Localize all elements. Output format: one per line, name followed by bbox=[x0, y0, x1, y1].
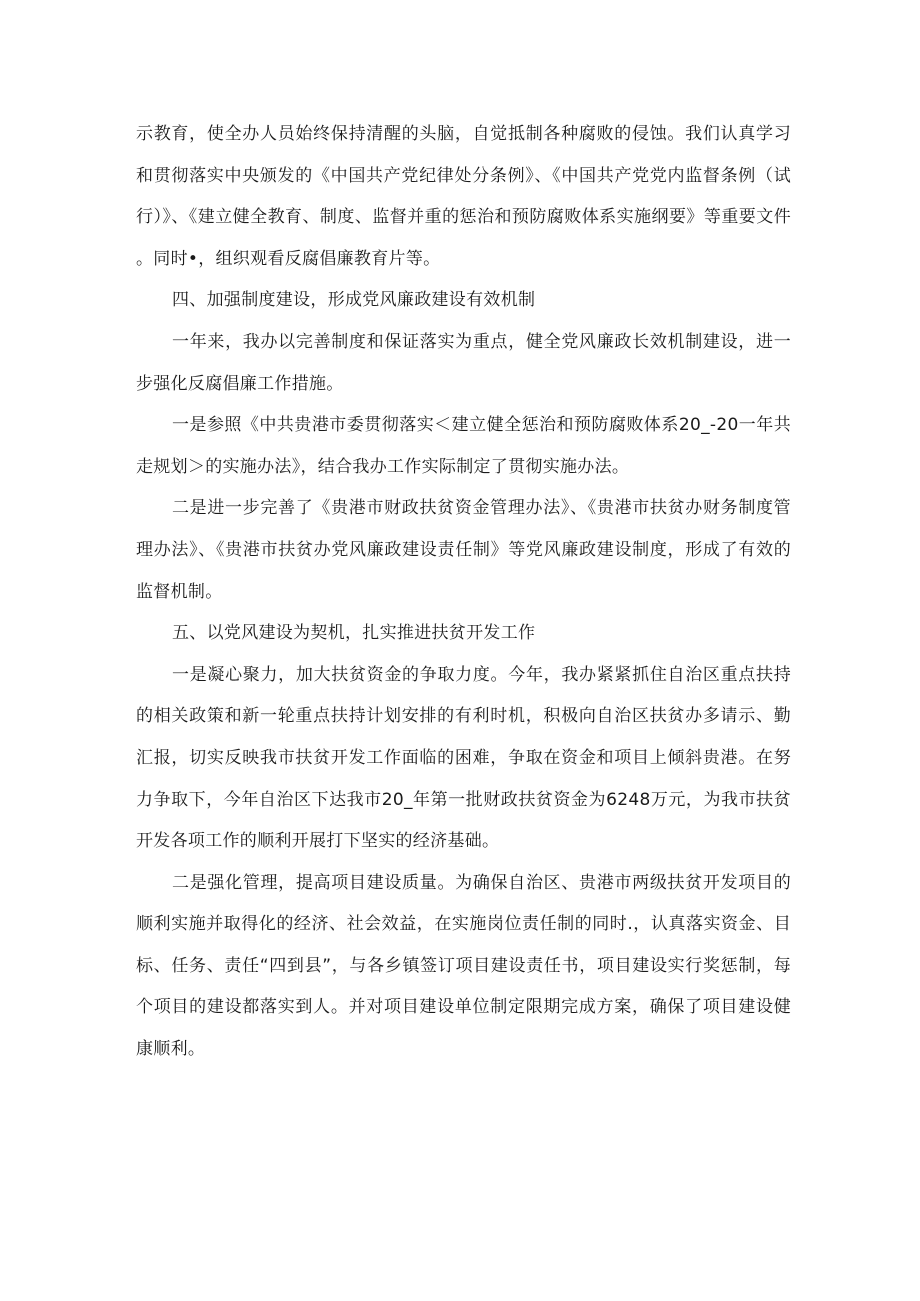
heading-section-4: 四、加强制度建设，形成党风廉政建设有效机制 bbox=[172, 290, 536, 311]
document-body bbox=[136, 114, 791, 1071]
paragraph-7: 一是凝心聚力，加大扶贫资金的争取力度。今年，我办紧紧抓住自治区重点扶持的相关政策和新一轮重点扶持计划安排的有利时机，积极向自治区扶贫办多请示、勤汇报，切实反映我市扶贫开发工作面临的困难，争取在资金和项目上倾斜贵港。在努力争取下，今年自治区下达我市20_年第一批财政扶贫资金为6248万元，为我市扶贫开发各项工作的顺利开展打下坚实的经济基础。 bbox=[136, 664, 791, 852]
paragraph-4: 一是参照《中共贵港市委贯彻落实＜建立健全惩治和预防腐败体系20_-20一年共走规划＞的实施办法》，结合我办工作实际制定了贯彻实施办法。 bbox=[136, 415, 791, 477]
paragraph-1: 示教育，使全办人员始终保持清醒的头脑，自觉抵制各种腐败的侵蚀。我们认真学习和贯彻落实中央颁发的《中国共产党纪律处分条例》、《中国共产党党内监督条例（试行）》、《建立健全教育、制度、监督并重的惩治和预防腐败体系实施纲要》等重要文件。同时•，组织观看反腐倡廉教育片等。 bbox=[136, 124, 791, 269]
paragraph-8: 二是强化管理，提高项目建设质量。为确保自治区、贵港市两级扶贫开发项目的顺利实施并取得化的经济、社会效益，在实施岗位责任制的同时.，认真落实资金、目标、任务、责任“四到县”，与各乡镇签订项目建设责任书，项目建设实行奖惩制，每个项目的建设都落实到人。并对项目建设单位制定限期完成方案，确保了项目建设健康顺利。 bbox=[136, 872, 791, 1060]
paragraph-5: 二是进一步完善了《贵港市财政扶贫资金管理办法》、《贵港市扶贫办财务制度管理办法》、《贵港市扶贫办党风廉政建设责任制》等党风廉政建设制度，形成了有效的监督机制。 bbox=[136, 498, 791, 602]
paragraph-3: 一年来，我办以完善制度和保证落实为重点，健全党风廉政长效机制建设，进一步强化反腐倡廉工作措施。 bbox=[136, 331, 791, 394]
heading-section-5: 五、以党风建设为契机，扎实推进扶贫开发工作 bbox=[172, 623, 536, 644]
